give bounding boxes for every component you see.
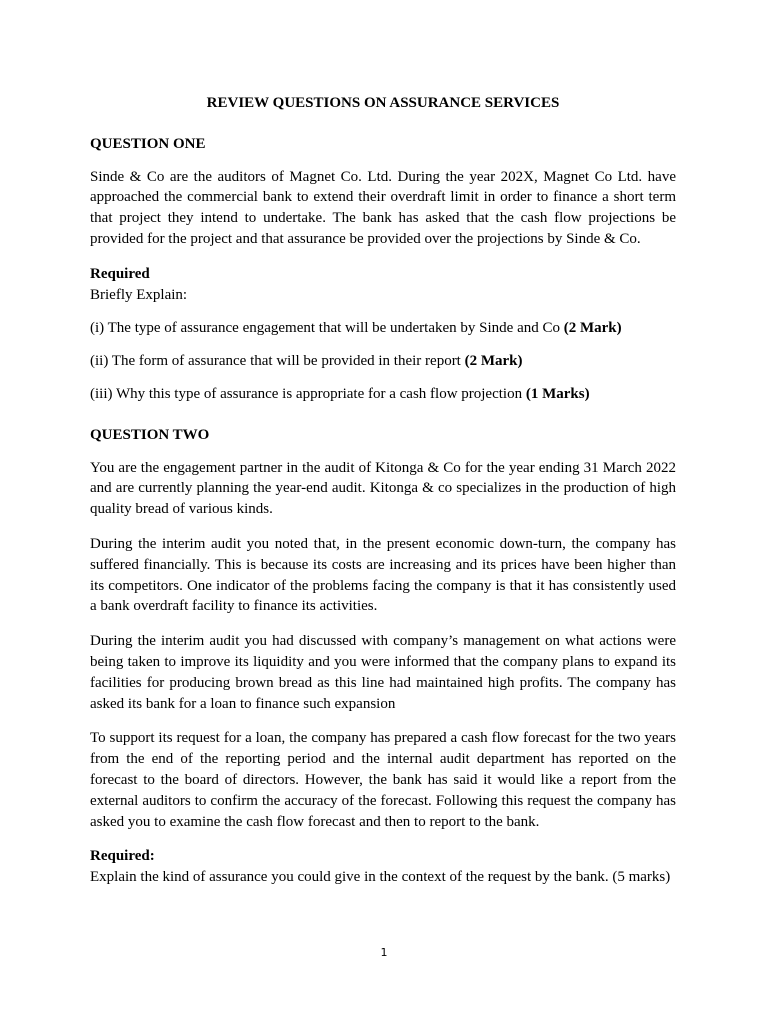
question-two-heading: QUESTION TWO: [90, 426, 210, 443]
question-two-required-block: [90, 846, 676, 888]
question-two-paragraph: During the interim audit you had discussed with company’s management on what actions were being taken to improve its liquidity and you were informed that the company plans to expand its facilities for producing brown bread as this line had maintained high profits. The company has asked its bank for a loan to finance such expansion: [90, 633, 676, 712]
question-one-required-block: [90, 264, 676, 306]
item-text: (ii) The form of assurance that will be provided in their report: [90, 353, 465, 370]
question-two-required-label: Required:: [90, 848, 155, 865]
page-number: 1: [380, 946, 388, 959]
question-two-instruction: Explain the kind of assurance you could give in the context of the request by the bank. (5 marks): [90, 869, 671, 886]
item-marks: (2 Mark): [563, 320, 622, 337]
question-two-section: [90, 425, 676, 888]
document-page: [90, 93, 676, 901]
question-one-item-3: [90, 384, 676, 405]
item-marks: (1 Marks): [525, 385, 590, 402]
question-one-instruction: Briefly Explain:: [90, 286, 188, 303]
question-one-required-label: Required: [90, 265, 150, 282]
item-text: (iii) Why this type of assurance is appropriate for a cash flow projection: [90, 385, 526, 402]
item-marks: (2 Mark): [464, 353, 523, 370]
question-one-item-1: [90, 318, 676, 339]
question-two-paragraph: To support its request for a loan, the company has prepared a cash flow forecast for the two years from the end of the reporting period and the internal audit department has reported on the forecast to the board of directors. However, the bank has said it would like a report from the external auditors to confirm the accuracy of the forecast. Following this request the company has asked you to examine the cash flow forecast and then to report to the bank.: [90, 730, 676, 830]
question-one-scenario: Sinde & Co are the auditors of Magnet Co. Ltd. During the year 202X, Magnet Co Ltd. have approached the commercial bank to extend their overdraft limit in order to finance a short term that project they intend to undertake. The bank has asked that the cash flow projections be provided for the project and that assurance be provided over the projections by Sinde & Co.: [90, 168, 676, 247]
item-text: (i) The type of assurance engagement that will be undertaken by Sinde and Co: [90, 320, 564, 337]
question-one-item-2: [90, 351, 676, 372]
question-one-heading: QUESTION ONE: [90, 135, 206, 152]
document-title: REVIEW QUESTIONS ON ASSURANCE SERVICES: [206, 95, 560, 111]
question-two-paragraph: You are the engagement partner in the audit of Kitonga & Co for the year ending 31 March 2022 and are currently planning the year-end audit. Kitonga & co specializes in the production of high quality bread of various kinds.: [90, 459, 676, 518]
question-one-section: [90, 134, 676, 405]
question-two-paragraph: During the interim audit you noted that, in the present economic down-turn, the company has suffered financially. This is because its costs are increasing and its prices have been higher than its competitors. One indicator of the problems facing the company is that it has consistently used a bank overdraft facility to finance its activities.: [90, 535, 676, 615]
